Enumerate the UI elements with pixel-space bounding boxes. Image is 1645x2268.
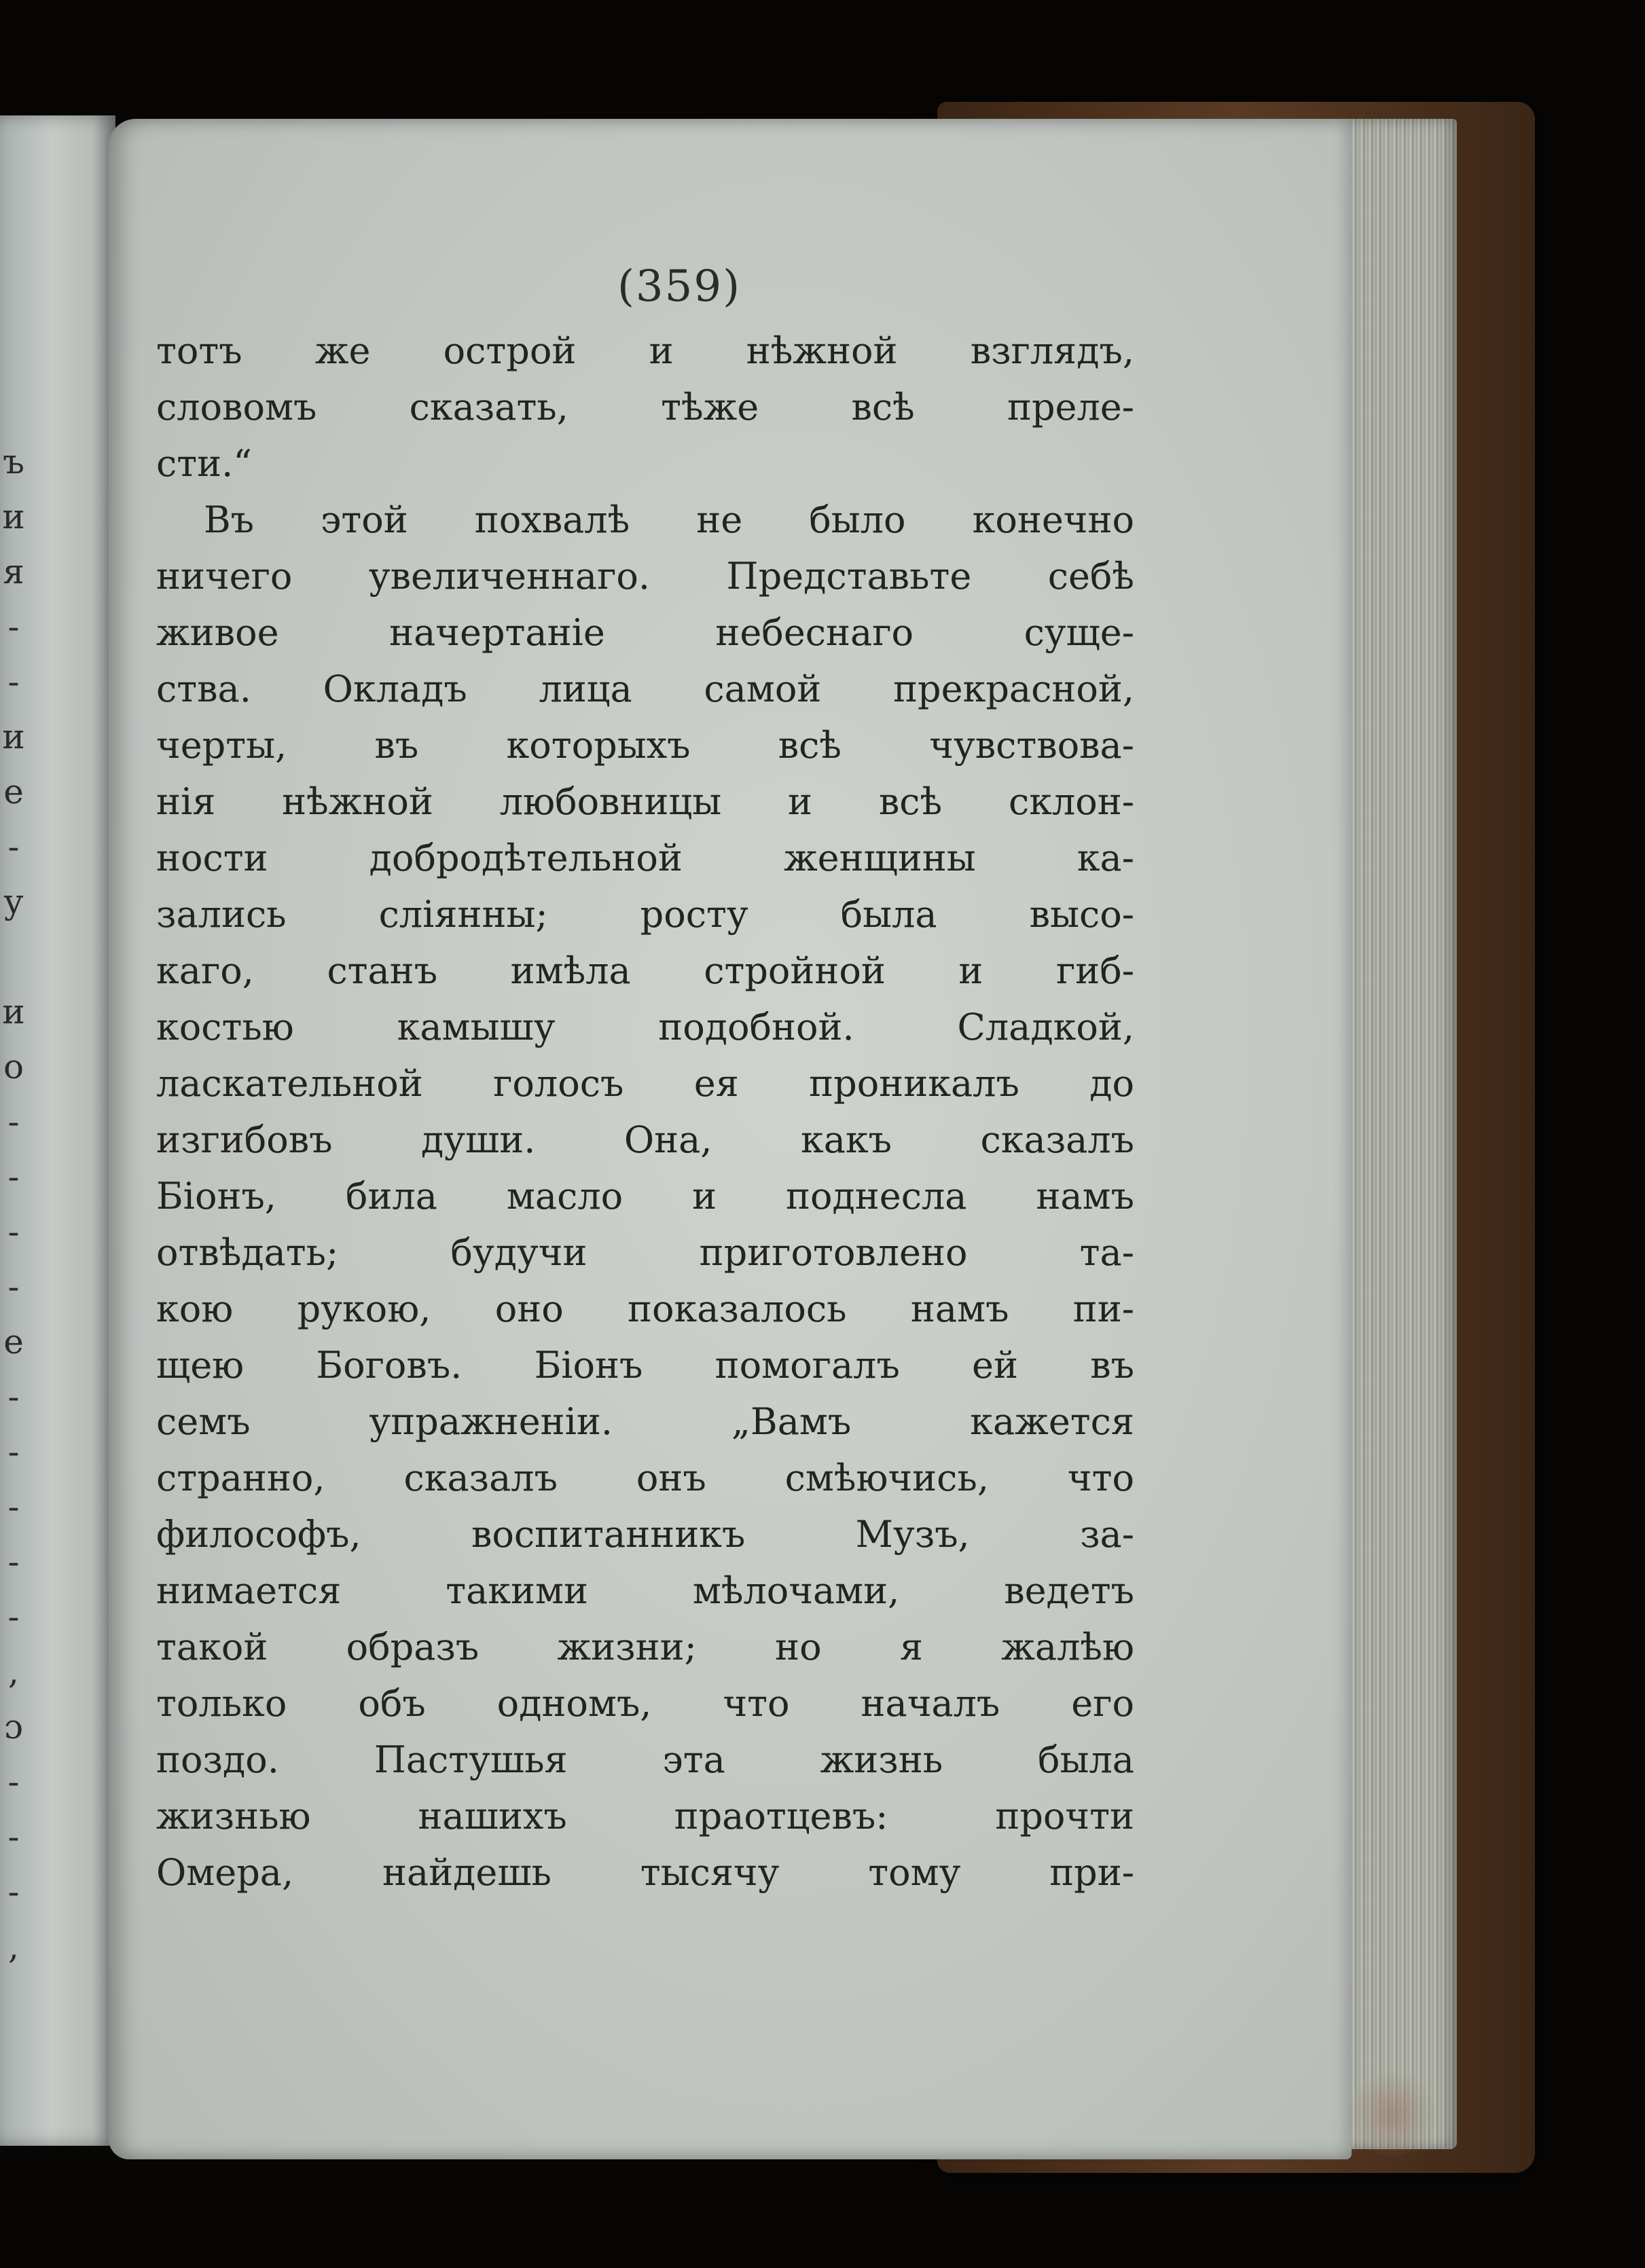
text-line: нимается такими мѣлочами, ведетъ [156,1569,1134,1612]
facing-line-ending: , [8,1652,19,1691]
facing-line-ending: и [2,717,25,756]
facing-page-line-endings [0,435,27,1975]
text-line: жизнью нашихъ праотцевъ: прочти [156,1795,1134,1837]
facing-line-ending: е [3,1322,24,1361]
text-line: тотъ же острой и нѣжной взглядъ, [156,329,1134,372]
text-line: сти.“ [156,442,252,485]
facing-line-ending: - [7,662,20,701]
text-line: ничего увеличеннаго. Представьте себѣ [156,555,1134,598]
facing-line-ending: - [7,827,20,866]
facing-line-ending: - [7,1872,20,1912]
text-line: зались слiянны; росту была высо- [156,893,1134,936]
facing-line-ending [0,930,27,985]
facing-line-ending: - [7,1597,20,1636]
text-line: живое начертаніе небеснаго суще- [156,611,1134,654]
text-line: костью камышу подобной. Сладкой, [156,1006,1134,1048]
page-number: (359) [617,261,742,312]
facing-line-ending: - [7,1817,20,1857]
text-line: нія нѣжной любовницы и всѣ склон- [156,780,1134,823]
facing-line-ending: - [7,1762,20,1801]
text-line: ласкательной голосъ ея проникалъ до [156,1062,1134,1105]
text-line: поздо. Пастушья эта жизнь была [156,1738,1134,1781]
text-line: ства. Окладъ лица самой прекрасной, [156,667,1134,710]
facing-line-ending: , [8,1927,19,1967]
facing-line-ending: я [3,552,24,591]
text-line: семъ упражненіи. „Вамъ кажется [156,1400,1134,1443]
text-line: щею Боговъ. Біонъ помогалъ ей въ [156,1344,1134,1387]
facing-line-ending: ɔ [3,1707,23,1746]
text-line: Біонъ, била масло и поднесла намъ [156,1175,1134,1218]
facing-page-edge [0,115,115,2146]
facing-line-ending: у [3,882,24,921]
text-line: каго, станъ имѣла стройной и гиб- [156,949,1134,992]
facing-line-ending: - [7,1267,20,1306]
text-line: философъ, воспитанникъ Музъ, за- [156,1513,1134,1556]
text-line: Омера, найдешь тысячу тому при- [156,1851,1134,1894]
facing-line-ending: - [7,1487,20,1526]
text-line: изгибовъ души. Она, какъ сказалъ [156,1118,1134,1161]
text-line: словомъ сказать, тѣже всѣ преле- [156,386,1134,428]
text-line: отвѣдать; будучи приготовлено та- [156,1231,1134,1274]
text-line: странно, сказалъ онъ смѣючись, что [156,1457,1134,1499]
text-line: Въ этой похвалѣ не было конечно [204,498,1134,541]
facing-line-ending: - [7,607,20,646]
facing-line-ending: ъ [3,442,24,481]
text-line: только объ одномъ, что началъ его [156,1682,1134,1725]
facing-line-ending: - [7,1157,20,1196]
text-line: черты, въ которыхъ всѣ чувствова- [156,724,1134,767]
facing-line-ending: - [7,1542,20,1581]
facing-line-ending: и [2,992,25,1031]
text-line: такой образъ жизни; но я жалѣю [156,1626,1134,1668]
facing-line-ending: о [3,1047,24,1086]
facing-line-ending: - [7,1212,20,1251]
facing-line-ending: е [3,772,24,811]
page-stain [1341,2074,1443,2156]
text-line: ности добродѣтельной женщины ка- [156,837,1134,879]
facing-line-ending: - [7,1377,20,1416]
facing-line-ending: и [2,497,25,536]
text-line: кою рукою, оно показалось намъ пи- [156,1287,1134,1330]
facing-line-ending: - [7,1432,20,1471]
book-page [109,119,1352,2159]
facing-line-ending: - [7,1102,20,1141]
page-text [156,323,1134,1901]
